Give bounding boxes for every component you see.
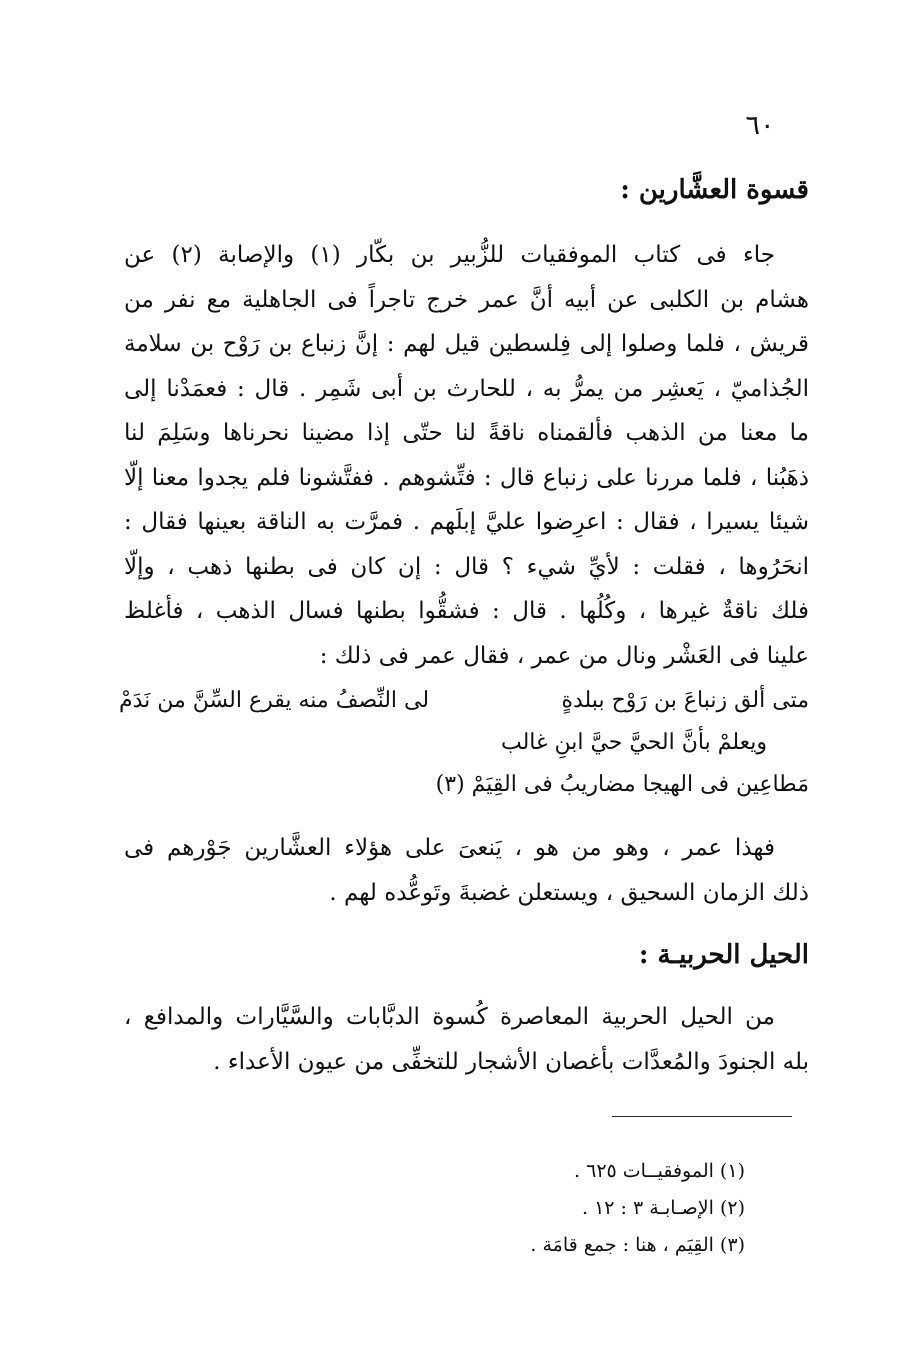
poem-hemistich: مَطاعِين فى الهيجا مضاريبُ فى القِيَمْ (٣) bbox=[435, 772, 809, 797]
poem-verse-2b bbox=[119, 764, 809, 806]
poem-verse-1 bbox=[119, 680, 809, 722]
paragraph-story bbox=[124, 233, 809, 678]
page-number: ٦٠ bbox=[745, 110, 775, 141]
paragraph-line: شيئا يسيرا ، فقال : اعرِضوا عليَّ إبلَهم . فمرَّت به الناقة بعينها فقال : bbox=[124, 509, 809, 535]
poem-hemistich: لى النِّصفُ منه يقرع السِّنَّ من نَدَمْ bbox=[119, 688, 430, 713]
paragraph-line: فلك ناقةٌ غيرها ، وكُلُها . قال : فشقُّوا بطنها فسال الذهب ، فأغلظ bbox=[124, 598, 809, 624]
poem-hemistich: ويعلمْ بأنَّ الحيَّ حيَّ ابنِ غالب bbox=[500, 730, 767, 755]
footnote-3: (٣) القِيَم ، هنا : جمع قامَة . bbox=[530, 1234, 745, 1256]
paragraph-line: علينا فى العَشْر ونال من عمر ، فقال عمر فى ذلك : bbox=[319, 642, 809, 669]
paragraph-camouflage bbox=[124, 995, 809, 1084]
paragraph-commentary bbox=[124, 826, 809, 915]
paragraph-line: فهذا عمر ، وهو من هو ، يَنعىَ على هؤلاء العشَّارين جَوْرهم فى bbox=[124, 835, 775, 861]
poem-hemistich: متى ألق زنباعَ بن رَوْح ببلدةٍ bbox=[561, 688, 809, 713]
paragraph-line: ذهَبُنا ، فلما مررنا على زنباع قال : فتِّشوهم . ففتَّشونا فلم يجدوا معنا إلّا bbox=[124, 464, 809, 491]
footnote-1: (١) الموفقيــات ٦٢٥ . bbox=[574, 1160, 745, 1182]
paragraph-line: ما معنا من الذهب فألقمناه ناقةً لنا حتّى إذا مضينا نحرناها وسَلِمَ لنا bbox=[124, 420, 809, 446]
section-heading-tax-collectors: قسوة العشَّارين : bbox=[620, 175, 809, 205]
poem bbox=[119, 680, 809, 806]
footnote-2: (٢) الإصـابـة ٣ : ١٢ . bbox=[582, 1197, 745, 1219]
paragraph-line: ذلك الزمان السحيق ، ويستعلن غضبةَ وتَوعُّده لهم . bbox=[329, 879, 809, 906]
footnotes bbox=[225, 1153, 745, 1264]
paragraph-line: انحَرُوها ، فقلت : لأيِّ شيء ؟ قال : إن كان فى بطنها ذهب ، وإلّا bbox=[124, 553, 809, 580]
paragraph-line: هشام بن الكلبى عن أبيه أنَّ عمر خرج تاجراً فى الجاهلية مع نفر من bbox=[124, 286, 809, 313]
paragraph-line: الجُذاميّ ، يَعشِر من يمرُّ به ، للحارث بن أبى شَمِر . قال : فعمَدْنا إلى bbox=[124, 375, 809, 402]
footnote-separator bbox=[612, 1116, 792, 1117]
paragraph-line: قريش ، فلما وصلوا إلى فِلسطين قيل لهم : إنَّ زنباع بن رَوْح بن سلامة bbox=[124, 331, 809, 357]
paragraph-line: من الحيل الحربية المعاصرة كُسوة الدبَّابات والسَّيَّارات والمدافع ، bbox=[124, 1004, 775, 1030]
section-heading-war-tricks: الحيل الحربيـة : bbox=[638, 940, 809, 970]
poem-verse-2 bbox=[119, 722, 809, 764]
paragraph-line: بله الجنودَ والمُعدَّات بأغصان الأشجار للتخفِّى من عيون الأعداء . bbox=[213, 1048, 809, 1075]
paragraph-line: جاء فى كتاب الموفقيات للزُّبير بن بكّار (١) والإصابة (٢) عن bbox=[124, 242, 775, 268]
